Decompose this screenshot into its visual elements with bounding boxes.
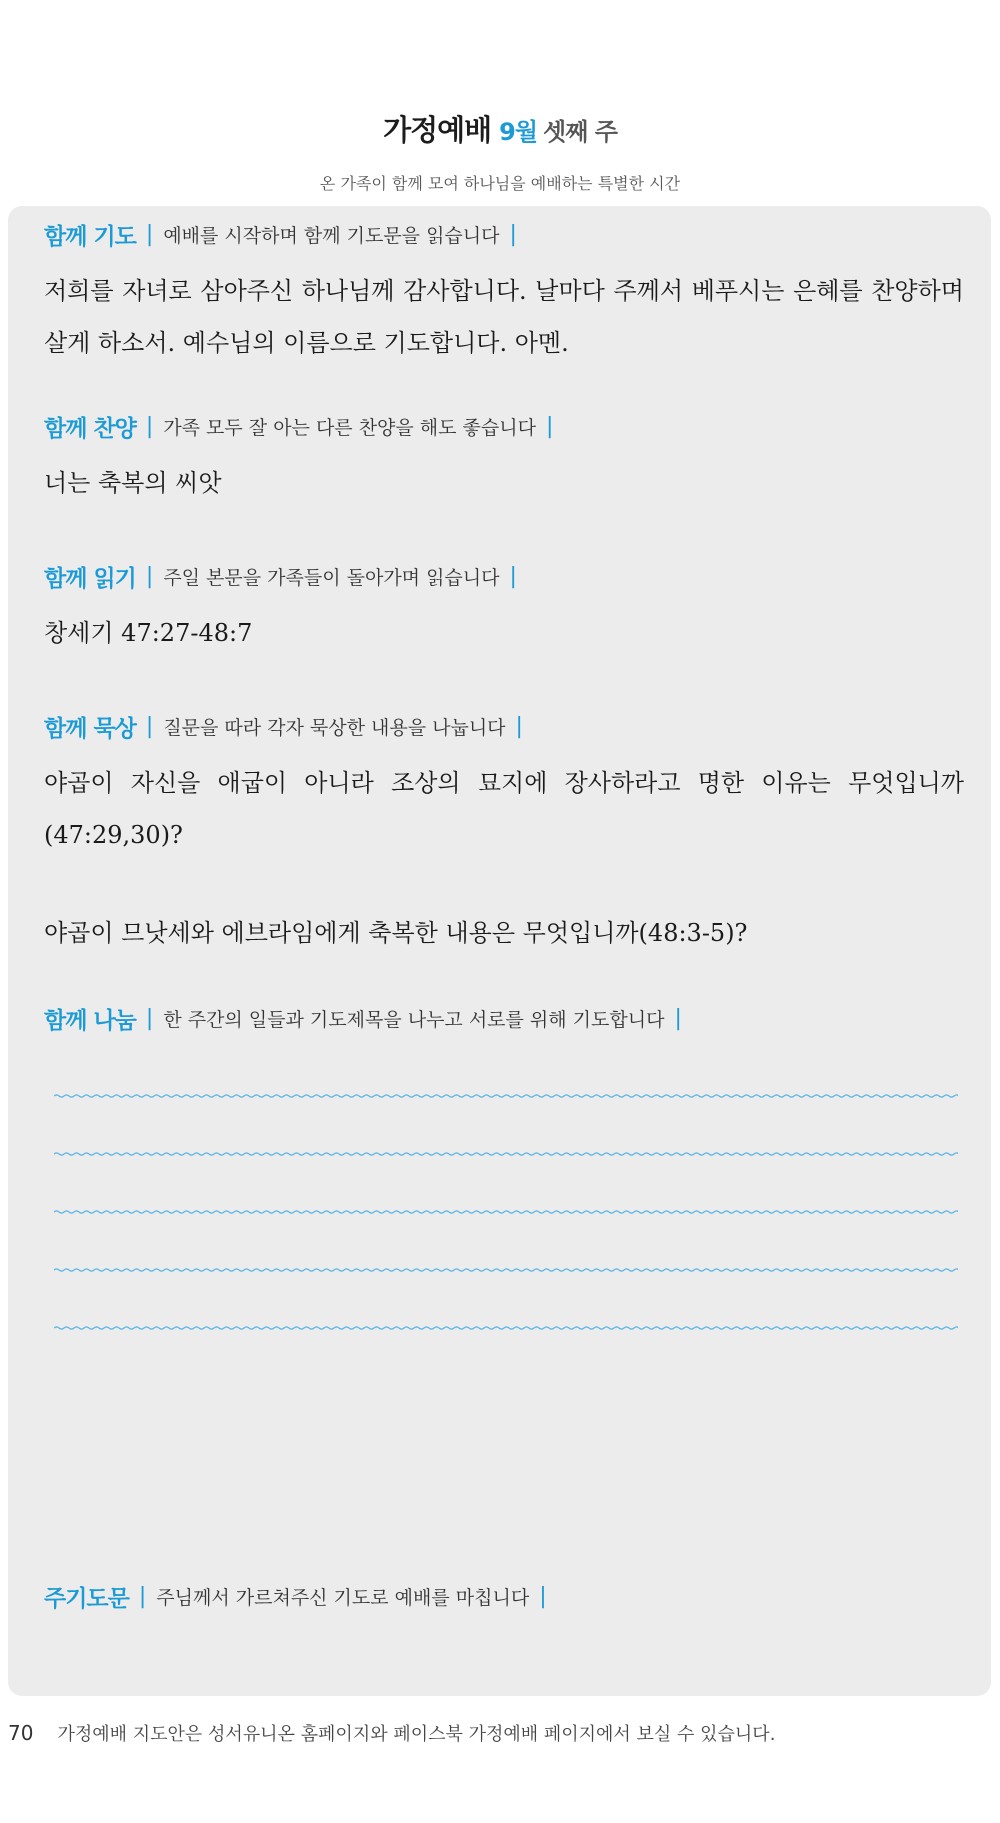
section-meditation-desc: 질문을 따라 각자 묵상한 내용을 나눕니다 bbox=[163, 717, 506, 739]
section-praise-heading bbox=[44, 410, 964, 443]
title-month: 9월 bbox=[499, 118, 538, 146]
divider-bar: | bbox=[145, 714, 154, 739]
praise-song: 너는 축복의 씨앗 bbox=[44, 469, 222, 497]
divider-bar: | bbox=[145, 1006, 154, 1031]
section-prayer-desc: 예배를 시작하며 함께 기도문을 읽습니다 bbox=[163, 225, 500, 247]
footer-note: 가정예배 지도안은 성서유니온 홈페이지와 페이스북 가정예배 페이지에서 보실 수 있습니다. bbox=[57, 1724, 776, 1745]
section-lords-prayer-heading bbox=[44, 1580, 964, 1613]
prayer-text: 저희를 자녀로 삼아주신 하나님께 감사합니다. 날마다 주께서 베푸시는 은혜를 찬양하며 살게 하소서. 예수님의 이름으로 기도합니다. 아멘. bbox=[44, 277, 964, 357]
section-sharing bbox=[44, 1002, 964, 1035]
divider-bar: | bbox=[145, 564, 154, 589]
writing-line bbox=[54, 1322, 958, 1334]
section-reading-heading bbox=[44, 560, 964, 593]
page-header bbox=[0, 108, 1000, 194]
reading-passage: 창세기 47:27-48:7 bbox=[44, 619, 253, 647]
writing-line bbox=[54, 1264, 958, 1276]
page-number: 70 bbox=[8, 1721, 34, 1745]
divider-bar: | bbox=[674, 1006, 682, 1031]
section-meditation-title: 함께 묵상 bbox=[44, 716, 136, 742]
divider-bar: | bbox=[515, 714, 523, 739]
section-sharing-title: 함께 나눔 bbox=[44, 1008, 136, 1034]
divider-bar: | bbox=[138, 1584, 147, 1609]
page-subtitle: 온 가족이 함께 모여 하나님을 예배하는 특별한 시간 bbox=[319, 174, 681, 193]
writing-line bbox=[54, 1206, 958, 1218]
divider-bar: | bbox=[509, 564, 517, 589]
section-meditation-heading bbox=[44, 710, 964, 743]
section-sharing-desc: 한 주간의 일들과 기도제목을 나누고 서로를 위해 기도합니다 bbox=[163, 1009, 665, 1031]
section-reading-title: 함께 읽기 bbox=[44, 566, 136, 592]
divider-bar: | bbox=[509, 222, 517, 247]
section-lords-prayer-desc: 주님께서 가르쳐주신 기도로 예배를 마칩니다 bbox=[156, 1587, 530, 1609]
section-prayer-heading bbox=[44, 218, 964, 251]
divider-bar: | bbox=[145, 222, 154, 247]
section-reading-desc: 주일 본문을 가족들이 돌아가며 읽습니다 bbox=[163, 567, 500, 589]
writing-line bbox=[54, 1090, 958, 1102]
page-title bbox=[0, 108, 1000, 149]
section-praise-desc: 가족 모두 잘 아는 다른 찬양을 해도 좋습니다 bbox=[163, 417, 536, 439]
section-prayer-title: 함께 기도 bbox=[44, 224, 136, 250]
section-reading bbox=[44, 560, 964, 659]
divider-bar: | bbox=[539, 1584, 547, 1609]
section-lords-prayer bbox=[44, 1580, 964, 1613]
section-lords-prayer-title: 주기도문 bbox=[44, 1586, 129, 1612]
section-praise bbox=[44, 410, 964, 509]
meditation-question-1: 야곱이 자신을 애굽이 아니라 조상의 묘지에 장사하라고 명한 이유는 무엇입니까(47:29,30)? bbox=[44, 769, 964, 849]
section-meditation bbox=[44, 710, 964, 959]
meditation-question-2: 야곱이 므낫세와 에브라임에게 축복한 내용은 무엇입니까(48:3-5)? bbox=[44, 919, 748, 947]
divider-bar: | bbox=[145, 414, 154, 439]
divider-bar: | bbox=[545, 414, 554, 439]
title-week: 셋째 주 bbox=[543, 118, 617, 146]
section-praise-title: 함께 찬양 bbox=[44, 416, 136, 442]
section-sharing-heading bbox=[44, 1002, 964, 1035]
worship-guide-card bbox=[8, 206, 991, 1696]
title-text: 가정예배 bbox=[383, 113, 492, 147]
page-footer bbox=[8, 1720, 775, 1746]
section-prayer bbox=[44, 218, 964, 369]
writing-line bbox=[54, 1148, 958, 1160]
